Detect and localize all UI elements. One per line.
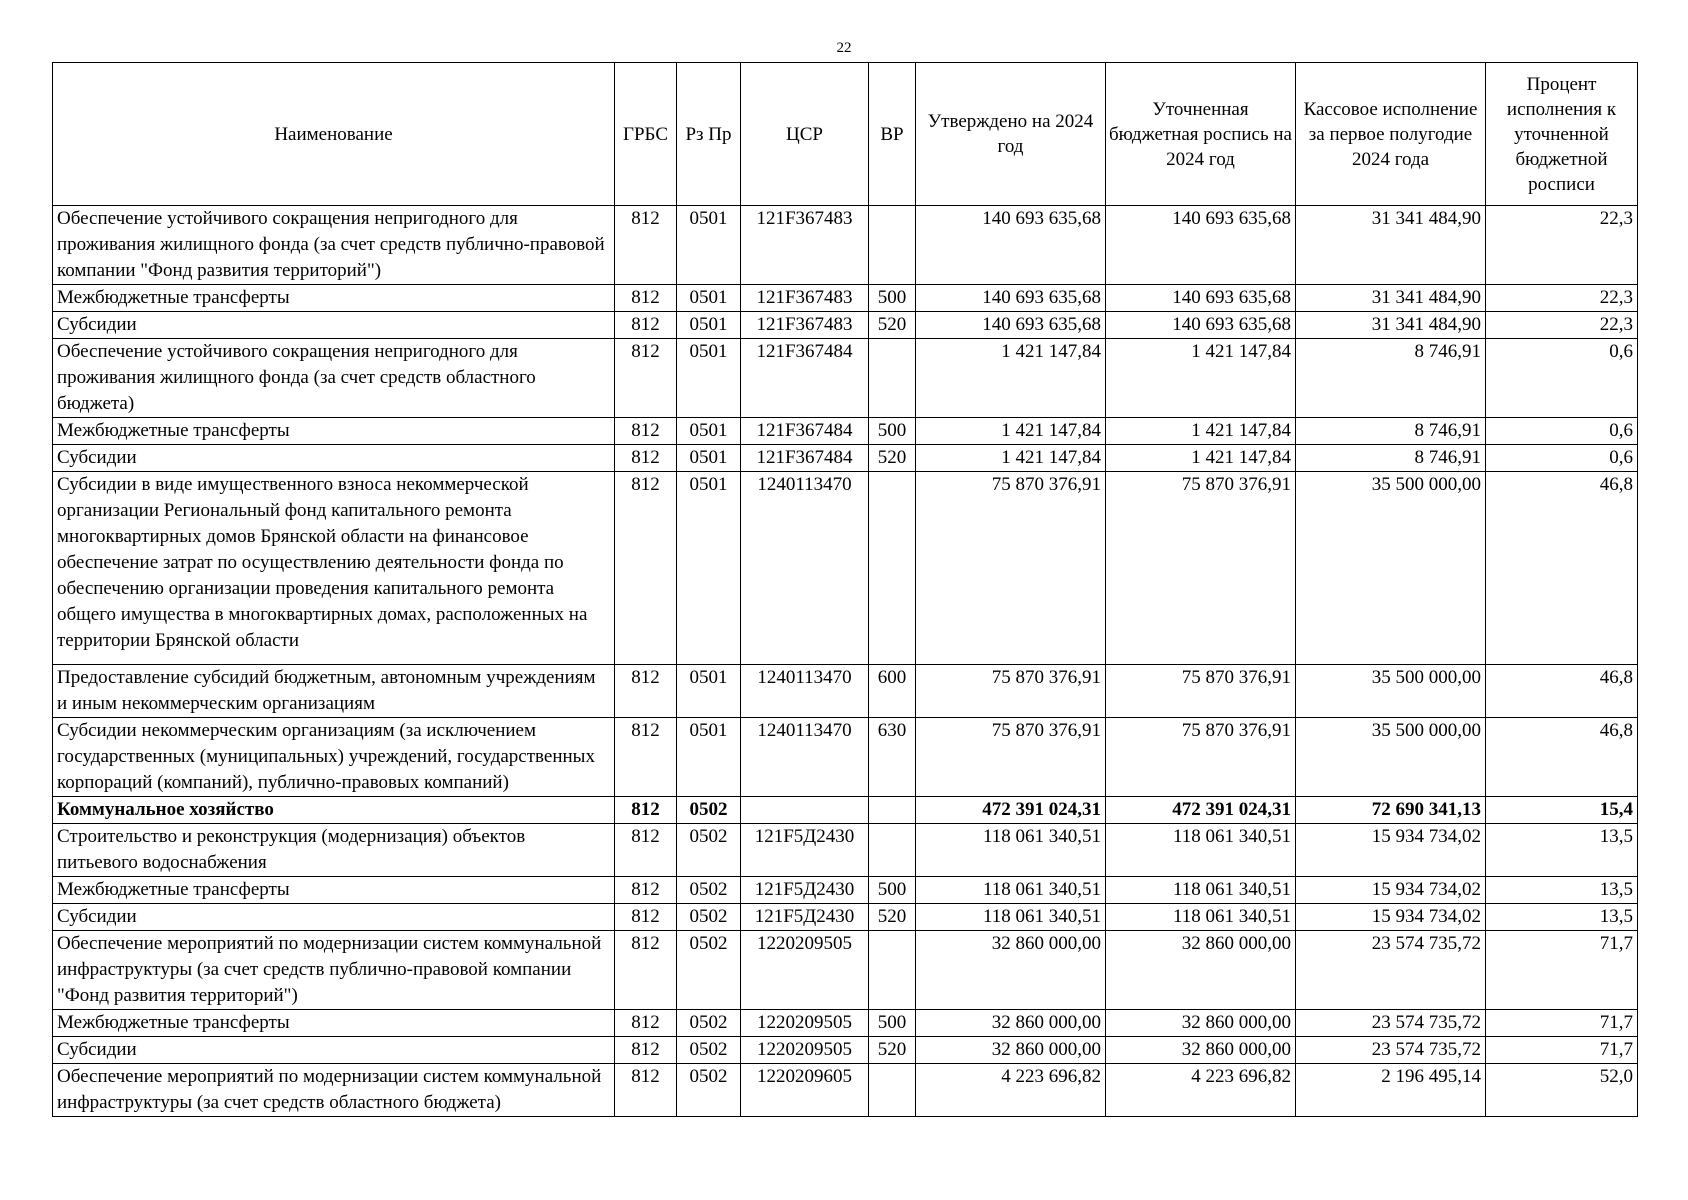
cell-percent: 46,8 [1486,665,1638,718]
cell-vr [869,797,916,824]
cell-name: Субсидии [53,312,615,339]
cell-refined: 472 391 024,31 [1106,797,1296,824]
table-row [53,445,1638,472]
header-refined: Уточненная бюджетная роспись на 2024 год [1106,63,1296,206]
cell-rzpr: 0502 [677,931,741,1010]
cell-grbs: 812 [615,1010,677,1037]
cell-percent: 22,3 [1486,206,1638,285]
cell-grbs: 812 [615,445,677,472]
cell-grbs: 812 [615,312,677,339]
header-grbs: ГРБС [615,63,677,206]
cell-vr: 600 [869,665,916,718]
cell-refined: 118 061 340,51 [1106,877,1296,904]
cell-vr: 500 [869,418,916,445]
cell-percent: 71,7 [1486,931,1638,1010]
cell-approved: 140 693 635,68 [916,312,1106,339]
cell-rzpr: 0501 [677,312,741,339]
cell-cash: 31 341 484,90 [1296,312,1486,339]
cell-cash: 8 746,91 [1296,339,1486,418]
cell-name: Межбюджетные трансферты [53,1010,615,1037]
table-row [53,312,1638,339]
cell-rzpr: 0501 [677,418,741,445]
cell-cash: 23 574 735,72 [1296,931,1486,1010]
cell-refined: 1 421 147,84 [1106,339,1296,418]
cell-name: Обеспечение мероприятий по модернизации систем коммунальной инфраструктуры (за счет средств публично-правовой компании "Фонд развития территорий") [53,931,615,1010]
cell-cash: 31 341 484,90 [1296,285,1486,312]
cell-refined: 140 693 635,68 [1106,285,1296,312]
cell-name: Межбюджетные трансферты [53,877,615,904]
cell-grbs: 812 [615,718,677,797]
cell-rzpr: 0502 [677,824,741,877]
cell-percent: 13,5 [1486,877,1638,904]
cell-refined: 118 061 340,51 [1106,824,1296,877]
cell-cash: 15 934 734,02 [1296,824,1486,877]
cell-vr: 520 [869,1037,916,1064]
cell-grbs: 812 [615,1037,677,1064]
cell-csr: 121F367483 [741,206,869,285]
cell-name: Обеспечение устойчивого сокращения непригодного для проживания жилищного фонда (за счет средств областного бюджета) [53,339,615,418]
cell-vr [869,824,916,877]
cell-rzpr: 0502 [677,904,741,931]
cell-percent: 71,7 [1486,1037,1638,1064]
table-row [53,1010,1638,1037]
cell-approved: 1 421 147,84 [916,418,1106,445]
cell-csr: 121F5Д2430 [741,904,869,931]
table-row [53,418,1638,445]
cell-csr: 1220209505 [741,1010,869,1037]
cell-name: Субсидии [53,1037,615,1064]
cell-vr: 500 [869,877,916,904]
cell-rzpr: 0501 [677,718,741,797]
cell-grbs: 812 [615,418,677,445]
cell-percent: 71,7 [1486,1010,1638,1037]
cell-cash: 23 574 735,72 [1296,1010,1486,1037]
cell-csr: 121F5Д2430 [741,824,869,877]
cell-vr [869,472,916,665]
cell-csr: 1220209505 [741,1037,869,1064]
cell-percent: 13,5 [1486,904,1638,931]
cell-csr [741,797,869,824]
cell-csr: 121F367484 [741,445,869,472]
cell-approved: 118 061 340,51 [916,824,1106,877]
cell-grbs: 812 [615,665,677,718]
cell-csr: 1220209505 [741,931,869,1010]
cell-cash: 8 746,91 [1296,445,1486,472]
cell-vr: 520 [869,445,916,472]
cell-cash: 8 746,91 [1296,418,1486,445]
table-row [53,206,1638,285]
cell-rzpr: 0501 [677,445,741,472]
cell-refined: 75 870 376,91 [1106,472,1296,665]
cell-cash: 72 690 341,13 [1296,797,1486,824]
cell-approved: 1 421 147,84 [916,445,1106,472]
cell-vr [869,931,916,1010]
cell-grbs: 812 [615,1064,677,1117]
cell-vr [869,1064,916,1117]
cell-csr: 1240113470 [741,718,869,797]
cell-approved: 75 870 376,91 [916,665,1106,718]
cell-approved: 75 870 376,91 [916,718,1106,797]
cell-cash: 15 934 734,02 [1296,877,1486,904]
cell-grbs: 812 [615,206,677,285]
cell-name: Субсидии в виде имущественного взноса некоммерческой организации Региональный фонд капитального ремонта многоквартирных домов Брянской области на финансовое обеспечение затрат по осуществлению деятельности фонда по обеспечению организации проведения капитального ремонта общего имущества в многоквартирных домах, расположенных на территории Брянской области [53,472,615,665]
cell-csr: 121F5Д2430 [741,877,869,904]
cell-percent: 0,6 [1486,339,1638,418]
cell-grbs: 812 [615,472,677,665]
cell-name: Субсидии некоммерческим организациям (за исключением государственных (муниципальных) учреждений, государственных корпораций (компаний), публично-правовых компаний) [53,718,615,797]
cell-cash: 35 500 000,00 [1296,472,1486,665]
header-approved: Утверждено на 2024 год [916,63,1106,206]
cell-percent: 52,0 [1486,1064,1638,1117]
cell-percent: 13,5 [1486,824,1638,877]
cell-csr: 121F367483 [741,285,869,312]
cell-name: Обеспечение устойчивого сокращения непригодного для проживания жилищного фонда (за счет средств публично-правовой компании "Фонд развития территорий") [53,206,615,285]
cell-percent: 0,6 [1486,418,1638,445]
cell-percent: 46,8 [1486,472,1638,665]
cell-approved: 4 223 696,82 [916,1064,1106,1117]
budget-table [52,62,1638,1117]
cell-refined: 118 061 340,51 [1106,904,1296,931]
cell-grbs: 812 [615,339,677,418]
cell-refined: 1 421 147,84 [1106,445,1296,472]
cell-approved: 75 870 376,91 [916,472,1106,665]
cell-name: Субсидии [53,904,615,931]
cell-name: Субсидии [53,445,615,472]
header-percent: Процент исполнения к уточненной бюджетной росписи [1486,63,1638,206]
table-row [53,904,1638,931]
cell-approved: 32 860 000,00 [916,1010,1106,1037]
table-row [53,472,1638,665]
cell-name: Предоставление субсидий бюджетным, автономным учреждениям и иным некоммерческим организациям [53,665,615,718]
cell-refined: 32 860 000,00 [1106,1010,1296,1037]
cell-cash: 15 934 734,02 [1296,904,1486,931]
table-row [53,1037,1638,1064]
cell-grbs: 812 [615,824,677,877]
header-cash: Кассовое исполнение за первое полугодие 2024 года [1296,63,1486,206]
cell-refined: 4 223 696,82 [1106,1064,1296,1117]
cell-refined: 75 870 376,91 [1106,665,1296,718]
cell-percent: 22,3 [1486,285,1638,312]
cell-rzpr: 0502 [677,1037,741,1064]
cell-csr: 1240113470 [741,665,869,718]
cell-name: Межбюджетные трансферты [53,285,615,312]
cell-cash: 35 500 000,00 [1296,718,1486,797]
cell-rzpr: 0502 [677,877,741,904]
cell-csr: 1240113470 [741,472,869,665]
cell-name: Строительство и реконструкция (модернизация) объектов питьевого водоснабжения [53,824,615,877]
table-row [53,824,1638,877]
cell-approved: 118 061 340,51 [916,904,1106,931]
cell-refined: 32 860 000,00 [1106,1037,1296,1064]
cell-rzpr: 0502 [677,797,741,824]
table-row [53,797,1638,824]
header-csr: ЦСР [741,63,869,206]
cell-rzpr: 0502 [677,1064,741,1117]
cell-percent: 15,4 [1486,797,1638,824]
cell-csr: 121F367484 [741,339,869,418]
cell-refined: 140 693 635,68 [1106,312,1296,339]
cell-csr: 1220209605 [741,1064,869,1117]
cell-percent: 22,3 [1486,312,1638,339]
cell-vr: 520 [869,904,916,931]
header-name: Наименование [53,63,615,206]
cell-rzpr: 0501 [677,665,741,718]
cell-approved: 1 421 147,84 [916,339,1106,418]
cell-vr: 520 [869,312,916,339]
cell-cash: 35 500 000,00 [1296,665,1486,718]
cell-rzpr: 0502 [677,1010,741,1037]
table-row [53,877,1638,904]
cell-grbs: 812 [615,797,677,824]
cell-approved: 140 693 635,68 [916,285,1106,312]
table-row [53,285,1638,312]
cell-rzpr: 0501 [677,339,741,418]
table-row [53,718,1638,797]
cell-refined: 1 421 147,84 [1106,418,1296,445]
cell-approved: 32 860 000,00 [916,1037,1106,1064]
cell-approved: 118 061 340,51 [916,877,1106,904]
cell-refined: 140 693 635,68 [1106,206,1296,285]
header-row [53,63,1638,206]
cell-cash: 2 196 495,14 [1296,1064,1486,1117]
cell-rzpr: 0501 [677,206,741,285]
cell-refined: 75 870 376,91 [1106,718,1296,797]
table-row [53,1064,1638,1117]
header-rzpr: Рз Пр [677,63,741,206]
cell-name: Коммунальное хозяйство [53,797,615,824]
cell-vr: 500 [869,1010,916,1037]
cell-vr: 500 [869,285,916,312]
cell-rzpr: 0501 [677,285,741,312]
cell-cash: 23 574 735,72 [1296,1037,1486,1064]
cell-approved: 140 693 635,68 [916,206,1106,285]
cell-vr: 630 [869,718,916,797]
cell-vr [869,206,916,285]
table-body [53,206,1638,1117]
cell-percent: 46,8 [1486,718,1638,797]
table-row [53,339,1638,418]
header-vr: ВР [869,63,916,206]
cell-approved: 472 391 024,31 [916,797,1106,824]
cell-vr [869,339,916,418]
cell-rzpr: 0501 [677,472,741,665]
cell-cash: 31 341 484,90 [1296,206,1486,285]
cell-csr: 121F367484 [741,418,869,445]
table-row [53,665,1638,718]
cell-percent: 0,6 [1486,445,1638,472]
cell-name: Межбюджетные трансферты [53,418,615,445]
page-number: 22 [836,40,852,56]
cell-grbs: 812 [615,285,677,312]
cell-refined: 32 860 000,00 [1106,931,1296,1010]
cell-approved: 32 860 000,00 [916,931,1106,1010]
cell-name: Обеспечение мероприятий по модернизации систем коммунальной инфраструктуры (за счет средств областного бюджета) [53,1064,615,1117]
cell-grbs: 812 [615,931,677,1010]
cell-grbs: 812 [615,904,677,931]
cell-csr: 121F367483 [741,312,869,339]
cell-grbs: 812 [615,877,677,904]
table-row [53,931,1638,1010]
